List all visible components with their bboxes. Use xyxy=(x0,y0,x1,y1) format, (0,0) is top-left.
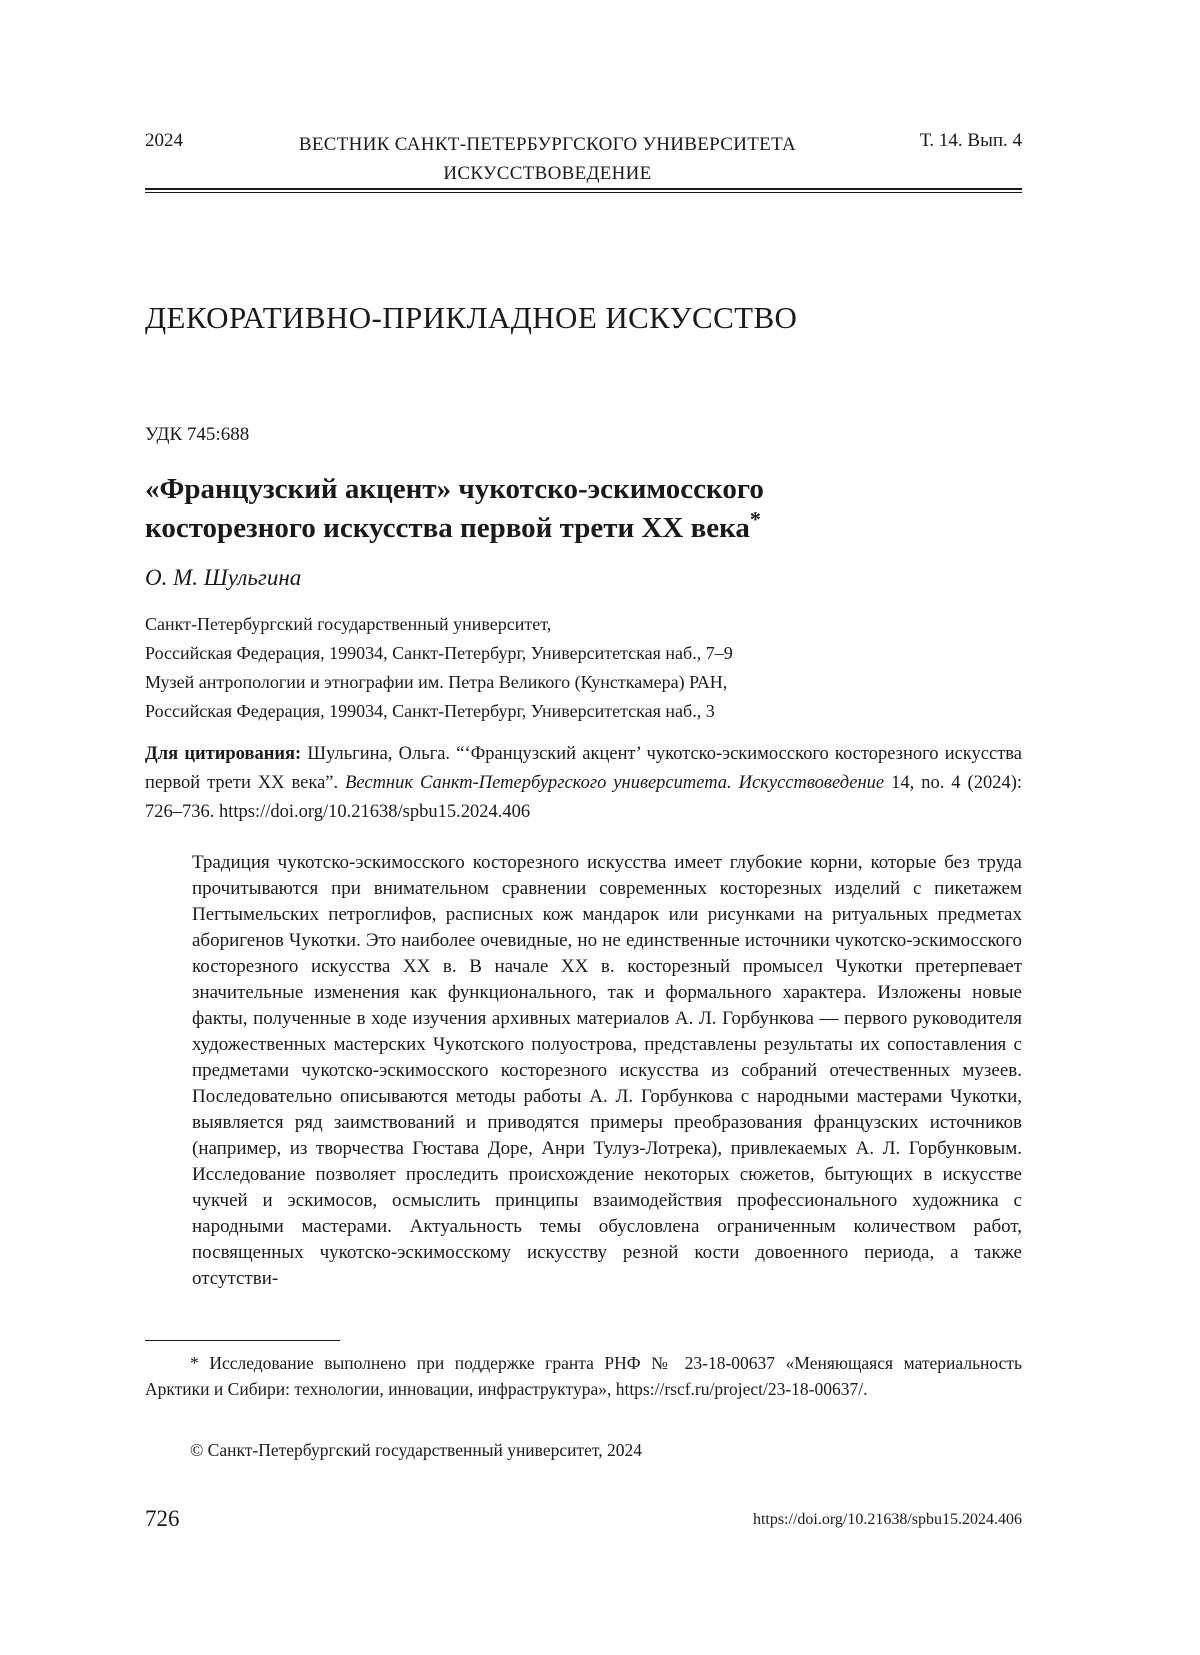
abstract-text: Традиция чукотско-эскимосского косторезного искусства имеет глубокие корни, которые без труда прочитываются при внимательном сравнении современных косторезных изделий с пикетажем Пегтымельских петроглифов, расписных кож мандарок или рисунками на ритуальных предметах аборигенов Чукотки. Это наиболее очевидные, но не единственные источники чукотско-эскимосского косторезного искусства XX в. В начале XX в. косторезный промысел Чукотки претерпевает значительные изменения как функционального, так и формального характера. Изложены новые факты, полученные в ходе изучения архивных материалов А. Л. Горбункова — первого руководителя художественных мастерских Чукотского полуострова, представлены результаты их сопоставления с предметами чукотско-эскимосского косторезного искусства из собраний отечественных музеев. Последовательно описываются методы работы А. Л. Горбункова с народными мастерами Чукотки, выявляется ряд заимствований и приводятся примеры преобразования французских источников (например, из творчества Гюстава Доре, Анри Тулуз-Лотрека), привлекаемых А. Л. Горбунковым. Исследование позволяет проследить происхождение некоторых сюжетов, бытующих в искусстве чукчей и эскимосов, осмыслить принципы взаимодействия профессионального художника с народными мастерами. Актуальность темы обусловлена ограниченным количеством работ, посвященных чукотско-эскимосскому искусству резной кости довоенного периода, а также отсутстви- xyxy=(192,852,1022,1289)
article-title xyxy=(145,470,1022,548)
affiliation-line: Музей антропологии и этнографии им. Петра Великого (Кунсткамера) РАН, xyxy=(145,672,728,692)
header-rule-thin xyxy=(145,192,1022,193)
running-head xyxy=(145,130,1022,186)
article-title-line1: «Французский акцент» чукотско-эскимосского xyxy=(145,473,764,505)
affiliations xyxy=(145,610,733,726)
citation-details: 14, no. 4 (2024): 726–736. https://doi.org/10.21638/spbu15.2024.406 xyxy=(145,773,1022,822)
citation-text: Шульгина, Ольга. “‘Французский акцент’ чукотско-эскимосского косторезного искусства первой трети XX века”. xyxy=(145,744,1022,793)
page-number: 726 xyxy=(145,1506,180,1531)
doi-link[interactable]: https://doi.org/10.21638/spbu15.2024.406 xyxy=(752,1511,1022,1528)
journal-year: 2024 xyxy=(145,130,183,151)
footnote-marker: * xyxy=(749,506,761,532)
article-page xyxy=(145,0,1022,1655)
affiliation-line: Санкт-Петербургский государственный университет, xyxy=(145,614,552,634)
journal-title-line1: ВЕСТНИК САНКТ-ПЕТЕРБУРГСКОГО УНИВЕРСИТЕТА xyxy=(298,134,797,155)
footnote-text: * Исследование выполнено при поддержке гранта РНФ № 23-18-00637 «Меняющаяся материальность Арктики и Сибири: технологии, инновации, инфраструктура», https://rscf.ru/project/23-18-00637/. xyxy=(145,1353,1022,1399)
footnote-rule xyxy=(145,1340,340,1341)
article-title-line2: косторезного искусства первой трети XX века xyxy=(145,512,750,544)
section-title: ДЕКОРАТИВНО-ПРИКЛАДНОЕ ИСКУССТВО xyxy=(145,300,798,335)
citation-block xyxy=(145,740,1022,827)
udk-code: УДК 745:688 xyxy=(145,424,250,445)
author-name: О. М. Шульгина xyxy=(145,565,302,590)
citation-label: Для цитирования: xyxy=(145,744,302,764)
journal-title-line2: ИСКУССТВОВЕДЕНИЕ xyxy=(443,163,652,184)
copyright-notice: © Санкт-Петербургский государственный университет, 2024 xyxy=(190,1440,642,1460)
journal-title xyxy=(145,130,950,188)
affiliation-line: Российская Федерация, 199034, Санкт-Петербург, Университетская наб., 3 xyxy=(145,701,715,721)
citation-journal: Вестник Санкт-Петербургского университета. Искусствоведение xyxy=(345,773,885,793)
header-rule-thick xyxy=(145,188,1022,190)
journal-volume: Т. 14. Вып. 4 xyxy=(919,130,1022,151)
affiliation-line: Российская Федерация, 199034, Санкт-Петербург, Университетская наб., 7–9 xyxy=(145,643,733,663)
